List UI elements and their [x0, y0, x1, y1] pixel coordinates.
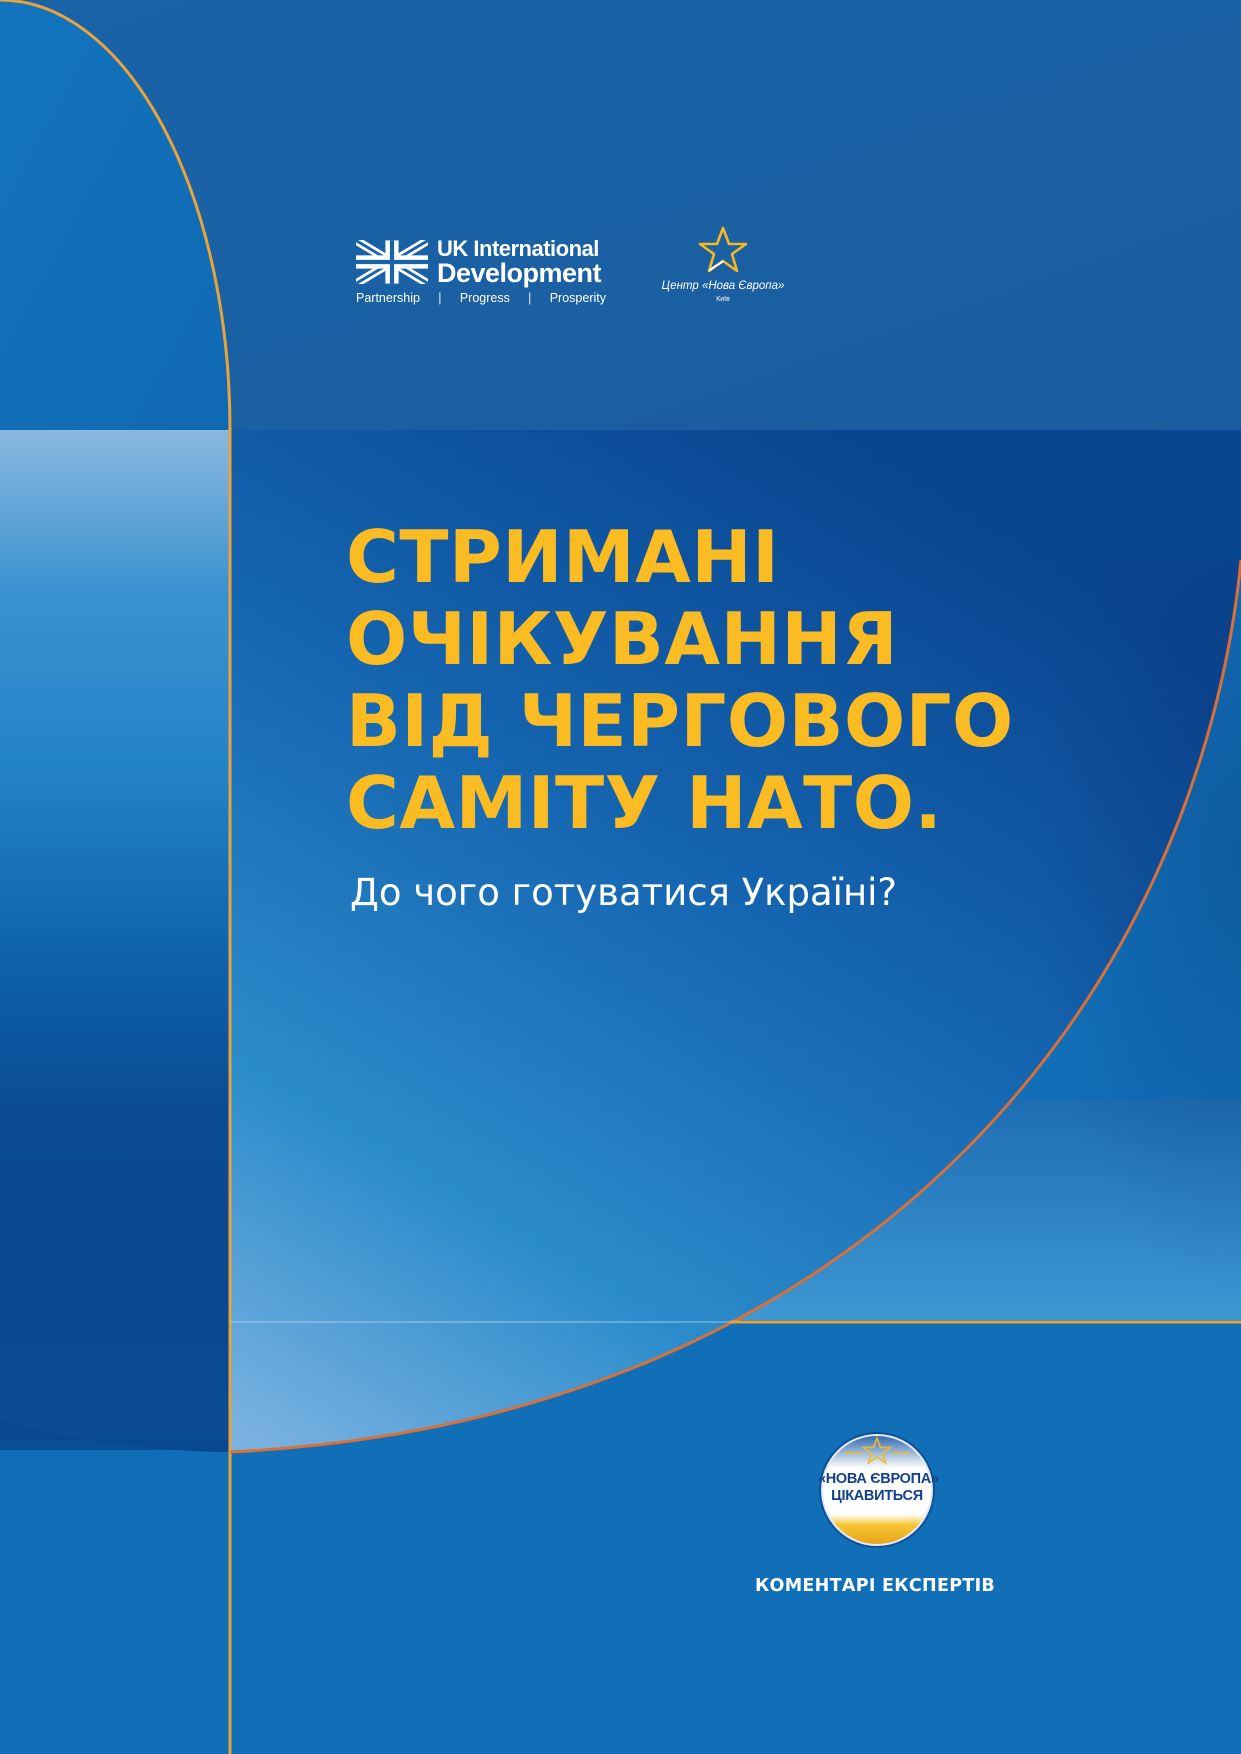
star-icon: [696, 224, 750, 278]
document-title: [346, 516, 1014, 844]
title-line-2: ОЧІКУВАННЯ: [346, 597, 899, 681]
uk-logo-line-2: Development: [437, 258, 602, 288]
badge-label-line-1: «НОВА ЄВРОПА»: [818, 1471, 939, 1487]
tagline-separator: |: [438, 291, 442, 305]
nova-europa-badge: [818, 1431, 939, 1549]
badge-label: [818, 1471, 939, 1505]
expert-comments-caption: КОМЕНТАРІ ЕКСПЕРТІВ: [754, 1576, 996, 1596]
new-europe-center-logo: [658, 224, 788, 308]
union-jack-icon: [356, 240, 428, 284]
document-subtitle: До чого готуватися Україні?: [350, 871, 898, 914]
title-line-1: СТРИМАНІ: [346, 515, 780, 599]
new-europe-center-name: Центр «Нова Європа»: [661, 280, 785, 292]
new-europe-center-city: Київ: [716, 296, 730, 303]
title-line-4: САМІТУ НАТО.: [346, 761, 943, 845]
uk-logo-tagline: [356, 291, 606, 305]
uk-logo-line-1: UK International: [437, 236, 599, 261]
badge-label-line-2: ЦІКАВИТЬСЯ: [831, 1488, 923, 1504]
title-line-3: ВІД ЧЕРГОВОГО: [346, 679, 1014, 763]
tagline-prosperity: Prosperity: [549, 291, 606, 305]
tagline-separator: |: [528, 291, 532, 305]
uk-international-development-logo: [356, 236, 606, 308]
tagline-progress: Progress: [459, 291, 510, 305]
tagline-partnership: Partnership: [356, 291, 420, 305]
